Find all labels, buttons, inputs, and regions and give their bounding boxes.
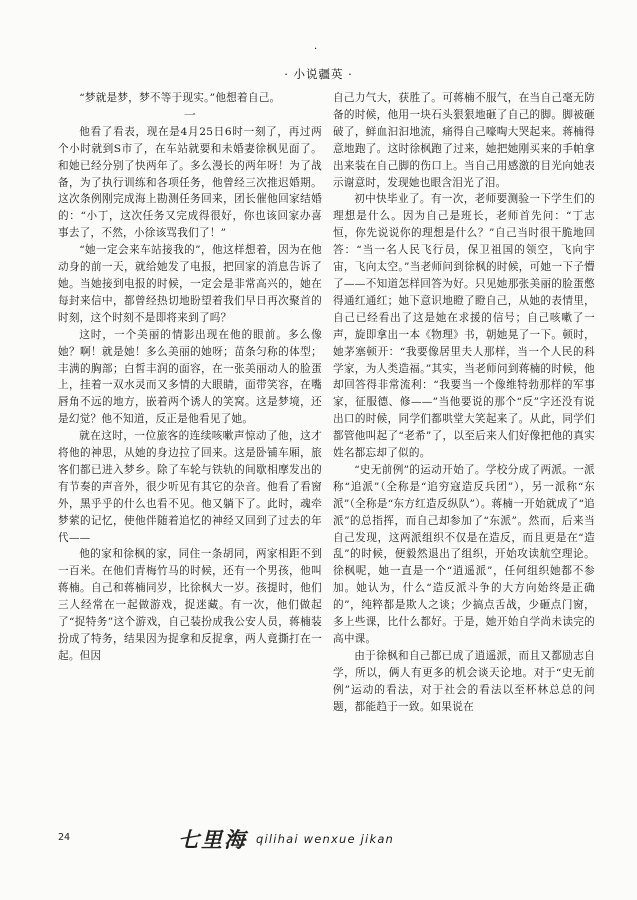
paragraph: 他的家和徐枫的家，同住一条胡同，两家相距不到一百米。在他们青梅竹马的时候，还有一个男孩，他叫蒋楠。自己和蒋楠同岁，比徐枫大一岁。孩提时，他们三人经常在一起做游戏，捉迷藏。有一次，他们做起了“捉特务”这个游戏，自己装扮成我公安人员，蒋楠装扮成了特务，结果因为捉拿和反捉拿，两人竟撕打在一起。但因 [58, 548, 322, 662]
paragraph: “史无前例”的运动开始了。学校分成了两派。一派称“追派”（全称是“追穷寇造反兵团”），另一派称“东派”（全称是“东方红造反纵队”）。蒋楠一开始就成了“追派”的总指挥，而自己却参加了“东派”。然而，后来当自己发现，这两派组织不仅是在造反，而且更是在“造乱”的时候，便毅然退出了组织，开始攻读航空理论。徐枫呢，她一直是一个“逍遥派”，任何组织她都不参加。她认为，什么“造反派斗争的大方向始终是正确的”，纯粹都是欺人之谈；少搞点舌战，少砸点门窗，多上些课，比什么都好。于是，她开始自学尚未读完的高中课。 [333, 463, 595, 645]
paragraph: 就在这时，一位旅客的连续咳嗽声惊动了他，这才将他的神思，从她的身边拉了回来。这是卧铺车厢，旅客们都已进入梦乡。除了车轮与铁轨的间歇相摩发出的有节奏的声音外，很少听见有其它的杂音。他看了看窗外，黑乎乎的什么也看不见。他又躺下了。此时，魂牵梦萦的记忆，使他伴随着追忆的神经又回到了过去的年代—— [58, 430, 322, 544]
paragraph: “梦就是梦，梦不等于现实。”他想着自己。 [79, 92, 281, 104]
header-title: · 小说疆英 · [284, 67, 353, 81]
paragraph: 他看了看表，现在是4月25日6时一刻了，再过两个小时就到S市了，在车站就要和未婚妻徐枫见面了。和她已经分别了快两年了。多么漫长的两年呀！为了战备，为了执行训练和各项任务，他曾经三次推迟婚期。这次条例刚完成海上勘测任务回来，团长催他回家结婚的：“小丁，这次任务又完成得很好，你也该回家办喜事去了，不然，小徐该骂我们了！” [58, 125, 322, 240]
header-dot: · [314, 44, 319, 55]
magazine-logo: 七里海 [178, 827, 247, 852]
magazine-name-pinyin: qilihai wenxue jikan [256, 832, 395, 846]
paragraph: 由于徐枫和自己都已成了逍遥派，而且又都励志自学，所以，俩人有更多的机会谈天论地。对于“史无前例”运动的看法，对于社会的看法以至杯林总总的问题，都能趋于一致。如果说在 [333, 649, 595, 713]
section-number: 一 [183, 107, 197, 122]
right-column [333, 90, 595, 716]
page-footer [0, 827, 637, 860]
page-number: 24 [58, 832, 71, 843]
paragraph: 这时，一个美丽的情影出现在他的眼前。多么像她？啊！就是她！多么美丽的她呀；苗条匀称的体型；丰满的胸部；白皙丰润的面容，在一张美丽动人的脸蛋上，挂着一双水灵而又多情的大眼睛，面带笑容，在嘴唇角不远的地方，嵌着两个诱人的笑窝。这是梦境，还是幻觉？他不知道，反正是他看见了她。 [58, 328, 322, 426]
section-header [0, 44, 637, 82]
paragraph: “她一定会来车站接我的”，他这样想着，因为在他动身的前一天，就给她发了电报，把回家的消息告诉了她。当她接到电报的时候，一定会是非常高兴的，她在每封来信中，都曾经热切地盼望着我们早日再次聚首的时刻，这个时刻不是即将来到了吗？ [58, 244, 322, 324]
paragraph: 自己力气大，获胜了。可蒋楠不服气，在当自己毫无防备的时候，他用一块石头狠狠地砸了自己的脚。脚被砸破了，鲜血汩汩地流，痛得自己嚎啕大哭起来。蒋楠得意地跑了。这时徐枫跑了过来，她把她刚买来的手帕拿出来装在自己脚的伤口上。当自己用感激的目光向她表示谢意时，发现她也眼含泪光了泪。 [333, 92, 595, 189]
left-column [58, 90, 322, 665]
paragraph: 初中快毕业了。有一次，老师要测验一下学生们的理想是什么。因为自己是班长，老师首先问：“丁志恒，你先说说你的理想是什么？”自己当时很干脆地回答：“当一名人民飞行员，保卫祖国的领空，飞向宇宙，飞向太空。”当老师问到徐枫的时候，可她一下子懵了——不知道怎样回答为好。只见她那张美丽的脸蛋憋得通红通红；她下意识地瞪了瞪自己，从她的表情里，自己已经看出了这是她在求援的信号；自己咳嗽了一声，旋即拿出一本《物理》书，朝她晃了一下。顿时，她茅塞顿开：“我要像居里夫人那样，当一个人民的科学家，为人类造福。”其实，当老师问到蒋楠的时候，他却回答得非常流利：“我要当一个像维特勃那样的军事家，征服德、修——”当他要说的那个“反”字还没有说出口的时候，同学们都哄堂大笑起来了。从此，同学们都管他叫起了“老希”了，以至后来人们好像把他的真实姓名都忘却了似的。 [333, 193, 595, 460]
